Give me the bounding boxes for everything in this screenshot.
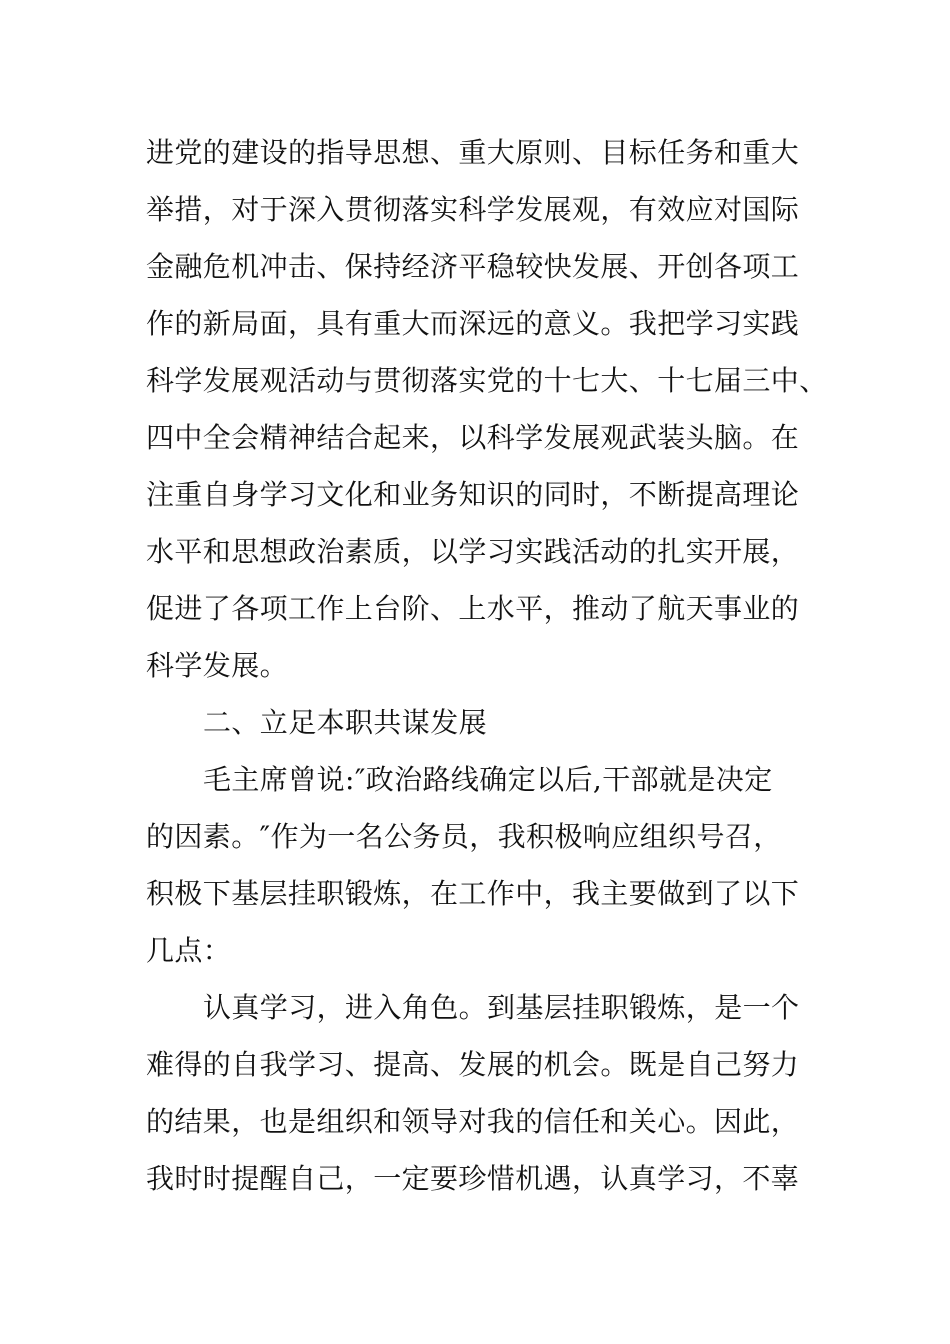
text-line: 四中全会精神结合起来，以科学发展观武装头脑。在: [146, 421, 800, 454]
text-line: 举措，对于深入贯彻落实科学发展观，有效应对国际: [146, 193, 800, 226]
text-line: 我时时提醒自己，一定要珍惜机遇，认真学习，不辜: [146, 1162, 800, 1195]
text-line: 作的新局面，具有重大而深远的意义。我把学习实践: [146, 307, 800, 340]
text-line: 毛主席曾说:″政治路线确定以后,干部就是决定: [203, 763, 773, 796]
text-line: 科学发展观活动与贯彻落实党的十七大、十七届三中、: [146, 364, 828, 397]
text-line: 难得的自我学习、提高、发展的机会。既是自己努力: [146, 1048, 800, 1081]
text-line: 进党的建设的指导思想、重大原则、目标任务和重大: [146, 136, 800, 169]
text-line: 金融危机冲击、保持经济平稳较快发展、开创各项工: [146, 250, 800, 283]
text-line: 积极下基层挂职锻炼，在工作中，我主要做到了以下: [146, 877, 800, 910]
text-line: 的因素。″作为一名公务员，我积极响应组织号召，: [146, 820, 782, 853]
text-line: 科学发展。: [146, 649, 289, 682]
text-line: 注重自身学习文化和业务知识的同时，不断提高理论: [146, 478, 800, 511]
text-line: 水平和思想政治素质，以学习实践活动的扎实开展，: [146, 535, 800, 568]
text-line: 几点：: [146, 934, 232, 967]
section-heading: 二、立足本职共谋发展: [203, 706, 488, 739]
text-line: 促进了各项工作上台阶、上水平，推动了航天事业的: [146, 592, 800, 625]
text-line: 的结果，也是组织和领导对我的信任和关心。因此，: [146, 1105, 800, 1138]
text-line: 认真学习，进入角色。到基层挂职锻炼，是一个: [203, 991, 800, 1024]
